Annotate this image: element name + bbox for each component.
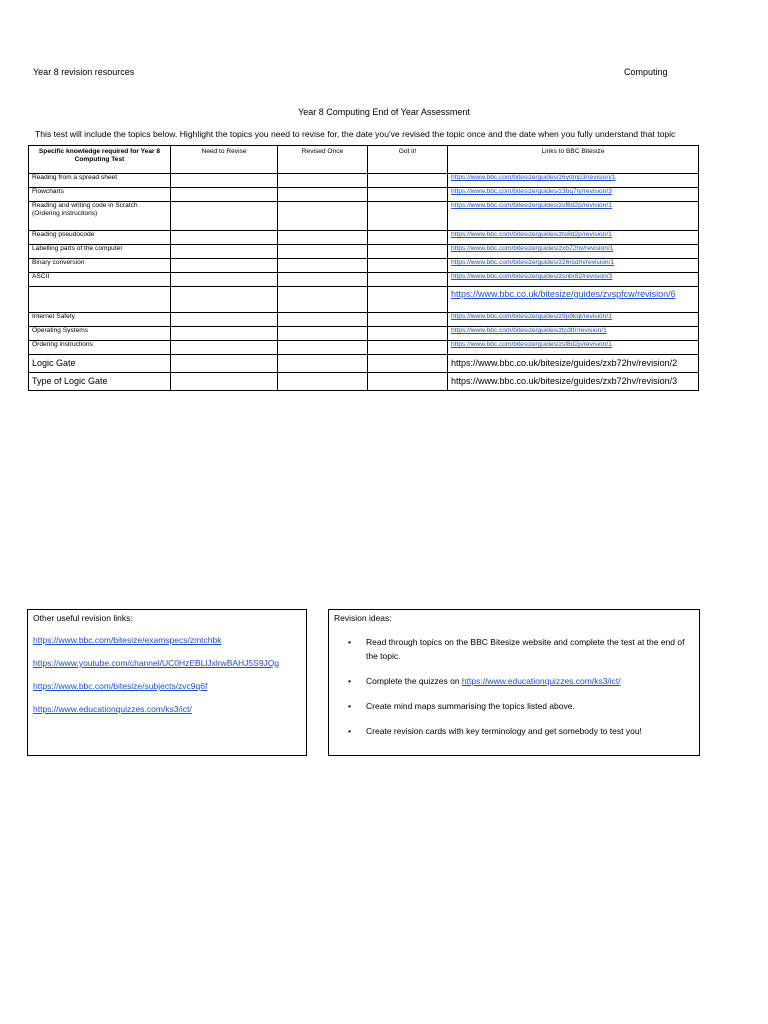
table-row [29,188,699,202]
revised-once-cell[interactable] [278,313,368,327]
bullet-icon: • [348,701,351,711]
topic-cell: Reading pseudocode [29,231,171,245]
header-got-it: Got it! [368,146,448,174]
useful-links-heading: Other useful revision links: [33,613,133,623]
need-to-revise-cell[interactable] [171,245,278,259]
bitesize-link[interactable]: https://www.bbc.co.uk/bitesize/guides/zxb72hv/revision/2 [448,355,699,373]
header-left-text: Year 8 revision resources [33,67,135,77]
bitesize-link[interactable]: https://www.bbc.co.uk/bitesize/guides/zvspfcw/revision/6 [448,287,699,313]
list-item [334,699,694,713]
revised-once-cell[interactable] [278,245,368,259]
table-row [29,202,699,231]
list-item [334,635,694,663]
bitesize-link[interactable]: https://www.bbc.com/bitesize/guides/zxb72hv/revision/1 [448,245,699,259]
bitesize-link[interactable]: https://www.bbc.com/bitesize/guides/z6ydmp3/revision/1 [448,174,699,188]
revised-once-cell[interactable] [278,273,368,287]
need-to-revise-cell[interactable] [171,188,278,202]
need-to-revise-cell[interactable] [171,287,278,313]
idea-text: Complete the quizzes on [366,676,462,686]
got-it-cell[interactable] [368,341,448,355]
revised-once-cell[interactable] [278,287,368,313]
got-it-cell[interactable] [368,202,448,231]
need-to-revise-cell[interactable] [171,355,278,373]
need-to-revise-cell[interactable] [171,231,278,245]
got-it-cell[interactable] [368,231,448,245]
table-row [29,313,699,327]
revised-once-cell[interactable] [278,188,368,202]
revised-once-cell[interactable] [278,174,368,188]
topic-cell: Reading from a spread sheet [29,174,171,188]
useful-links-box [27,609,307,756]
bitesize-link[interactable]: https://www.bbc.com/bitesize/guides/zsf8d2p/revision/1 [448,341,699,355]
bullet-icon: • [348,726,351,736]
need-to-revise-cell[interactable] [171,313,278,327]
topic-cell: Flowcharts [29,188,171,202]
table-row [29,259,699,273]
need-to-revise-cell[interactable] [171,174,278,188]
need-to-revise-cell[interactable] [171,259,278,273]
got-it-cell[interactable] [368,259,448,273]
bitesize-link[interactable]: https://www.bbc.co.uk/bitesize/guides/zxb72hv/revision/3 [448,373,699,391]
revised-once-cell[interactable] [278,259,368,273]
got-it-cell[interactable] [368,188,448,202]
topic-cell: Ordering instructions [29,341,171,355]
table-row [29,231,699,245]
useful-link[interactable]: https://www.bbc.com/bitesize/subjects/zvc9q6f [33,681,208,691]
need-to-revise-cell[interactable] [171,273,278,287]
topics-table [28,145,699,391]
useful-link[interactable]: https://www.bbc.com/bitesize/examspecs/zmtchbk [33,635,222,645]
table-row [29,373,699,391]
quiz-link[interactable]: https://www.educationquizzes.com/ks3/ict/ [461,676,621,686]
useful-link[interactable]: https://www.educationquizzes.com/ks3/ict/ [33,704,192,714]
table-row [29,355,699,373]
topic-cell: Binary conversion [29,259,171,273]
bullet-icon: • [348,637,351,647]
need-to-revise-cell[interactable] [171,373,278,391]
list-item [334,724,694,738]
bitesize-link[interactable]: https://www.bbc.com/bitesize/guides/z9p9kqt/revision/1 [448,313,699,327]
bitesize-link[interactable]: https://www.bbc.com/bitesize/guides/zsnbr82/revision/3 [448,273,699,287]
got-it-cell[interactable] [368,313,448,327]
header-revised-once: Revised Once [278,146,368,174]
topic-cell: Type of Logic Gate [29,373,171,391]
got-it-cell[interactable] [368,245,448,259]
got-it-cell[interactable] [368,273,448,287]
topic-cell: Operating Systems [29,327,171,341]
bitesize-link[interactable]: https://www.bbc.com/bitesize/guides/ztcdtfr/revision/1 [448,327,699,341]
got-it-cell[interactable] [368,355,448,373]
header-right-text: Computing [624,67,668,77]
topic-cell: Reading and writing code in Scratch (Ordering instructions) [29,202,171,231]
bitesize-link[interactable]: https://www.bbc.com/bitesize/guides/zsf8d2p/revision/1 [448,202,699,231]
revision-ideas-heading: Revision ideas: [334,613,392,623]
table-row [29,174,699,188]
revision-ideas-box [328,609,700,756]
got-it-cell[interactable] [368,287,448,313]
got-it-cell[interactable] [368,327,448,341]
topic-cell: ASCII [29,273,171,287]
useful-link[interactable]: https://www.youtube.com/channel/UC0HzEBLlJxlrwBAHJ5S9JQg [33,658,280,668]
idea-text: Read through topics on the BBC Bitesize website and complete the test at the end of the topic. [366,637,685,661]
list-item [334,674,694,688]
got-it-cell[interactable] [368,373,448,391]
bitesize-link[interactable]: https://www.bbc.com/bitesize/guides/zts8d2p/revision/1 [448,231,699,245]
revised-once-cell[interactable] [278,202,368,231]
header-links: Links to BBC Bitesize [448,146,699,174]
document-title: Year 8 Computing End of Year Assessment [298,107,470,117]
intro-text: This test will include the topics below. Highlight the topics you need to revise for, the date you've revised the topic once and the date when you fully understand that topic [35,129,676,139]
revision-ideas-list [334,635,694,738]
revised-once-cell[interactable] [278,231,368,245]
need-to-revise-cell[interactable] [171,327,278,341]
got-it-cell[interactable] [368,174,448,188]
revised-once-cell[interactable] [278,327,368,341]
topic-cell: Logic Gate [29,355,171,373]
revised-once-cell[interactable] [278,373,368,391]
idea-text: Create mind maps summarising the topics listed above. [366,701,575,711]
revised-once-cell[interactable] [278,341,368,355]
table-row [29,273,699,287]
need-to-revise-cell[interactable] [171,341,278,355]
revised-once-cell[interactable] [278,355,368,373]
bullet-icon: • [348,676,351,686]
idea-text: Create revision cards with key terminology and get somebody to test you! [366,726,642,736]
table-header-row [29,146,699,174]
topic-cell: Labelling parts of the computer [29,245,171,259]
topic-cell: Internet Safety [29,313,171,327]
bitesize-link[interactable]: https://www.bbc.com/bitesize/guides/z26rcdm/revision/1 [448,259,699,273]
need-to-revise-cell[interactable] [171,202,278,231]
header-specific-knowledge: Specific knowledge required for Year 8 Computing Test [29,146,171,174]
bitesize-link[interactable]: https://www.bbc.com/bitesize/guides/z3bq7ty/revision/3 [448,188,699,202]
topic-cell [29,287,171,313]
table-row [29,341,699,355]
table-row [29,327,699,341]
table-row [29,287,699,313]
header-need-to-revise: Need to Revise [171,146,278,174]
table-row [29,245,699,259]
